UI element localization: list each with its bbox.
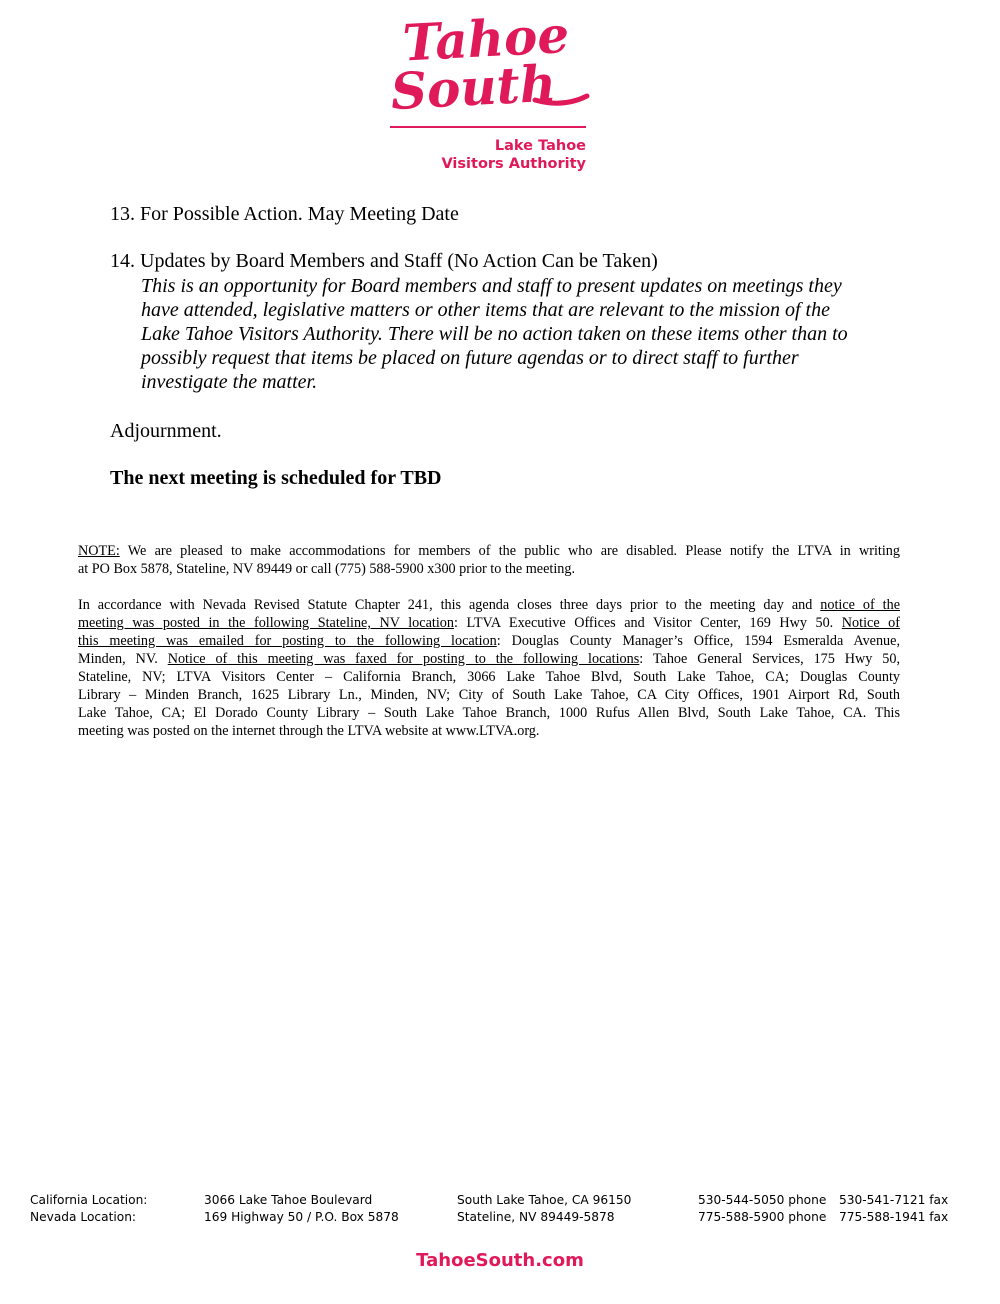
next-meeting-notice: The next meeting is scheduled for TBD [110,467,442,489]
note-text: We are pleased to make accommodations for members of the public who are disabled. Please notify the LTVA in writing [119,543,900,559]
para-line: Library – Minden Branch, 1625 Library Ln., Minden, NV; City of South Lake Tahoe, CA City Offices, 1901 Airport Rd, South [78,687,900,703]
para-text: : LTVA Executive Offices and Visitor Center, 169 Hwy 50. [453,615,842,631]
note-label: NOTE: [78,543,120,559]
location-phone: 775-588-5900 phone [698,1210,827,1224]
description-line: Lake Tahoe Visitors Authority. There will be no action taken on these items other than to [141,323,848,345]
para-line: Lake Tahoe, CA; El Dorado County Library – South Lake Tahoe Branch, 1000 Rufus Allen Blvd, South Lake Tahoe, CA. This [78,705,900,721]
footer-row-nevada [30,1209,970,1226]
agenda-item-14-title: 14. Updates by Board Members and Staff (No Action Can be Taken) [110,250,658,272]
tahoe-south-logo [385,4,595,122]
para-underlined: Notice of [841,615,900,631]
description-line: have attended, legislative matters or other items that are relevant to the mission of the [141,299,830,321]
para-underlined: this meeting was emailed for posting to the following location [78,633,497,649]
org-name [390,137,586,173]
para-text: In accordance with Nevada Revised Statute Chapter 241, this agenda closes three days prior to the meeting day and [78,597,821,613]
org-name-line-2: Visitors Authority [441,156,586,172]
location-city: South Lake Tahoe, CA 96150 [457,1193,632,1207]
agenda-item-14-description [141,274,921,394]
para-underlined: notice of the [820,597,900,613]
description-line: possibly request that items be placed on future agendas or to direct staff to further [141,347,799,369]
para-underlined: Notice of this meeting was faxed for posting to the following locations [167,651,640,667]
para-text: : Douglas County Manager’s Office, 1594 Esmeralda Avenue, [496,633,900,649]
disability-note [78,542,900,578]
footer-contacts [30,1192,970,1226]
para-line [78,596,900,614]
para-text: Minden, NV. [78,651,168,667]
org-name-line-1: Lake Tahoe [494,138,586,154]
header-rule [390,126,586,128]
description-line: This is an opportunity for Board members and staff to present updates on meetings they [141,275,842,297]
description-line: investigate the matter. [141,371,318,393]
location-label: California Location: [30,1193,148,1207]
logo-line-2: South [389,53,558,122]
location-city: Stateline, NV 89449-5878 [457,1210,615,1224]
location-label: Nevada Location: [30,1210,137,1224]
note-line-2: at PO Box 5878, Stateline, NV 89449 or call (775) 588-5900 x300 prior to the meeting. [78,561,576,577]
agenda-item-13: 13. For Possible Action. May Meeting Date [110,203,459,225]
location-phone: 530-544-5050 phone [698,1193,827,1207]
para-text: : Tahoe General Services, 175 Hwy 50, [639,651,900,667]
posting-paragraph [78,596,900,740]
location-fax: 775-588-1941 fax [839,1210,949,1224]
para-line: meeting was posted on the internet through the LTVA website at www.LTVA.org. [78,723,540,739]
location-address: 3066 Lake Tahoe Boulevard [204,1193,373,1207]
footer-row-california [30,1192,970,1209]
note-line-1 [78,542,900,560]
logo-line-1: Tahoe [401,4,571,73]
location-fax: 530-541-7121 fax [839,1193,949,1207]
website-link[interactable]: TahoeSouth.com [416,1250,584,1271]
location-address: 169 Highway 50 / P.O. Box 5878 [204,1210,399,1224]
adjournment: Adjournment. [110,420,222,442]
para-line [78,650,900,668]
para-line: Stateline, NV; LTVA Visitors Center – California Branch, 3066 Lake Tahoe Blvd, South Lake Tahoe, CA; Douglas County [78,669,900,685]
para-underlined: meeting was posted in the following Stateline, NV location [78,615,454,631]
para-line [78,614,900,632]
para-line [78,632,900,650]
